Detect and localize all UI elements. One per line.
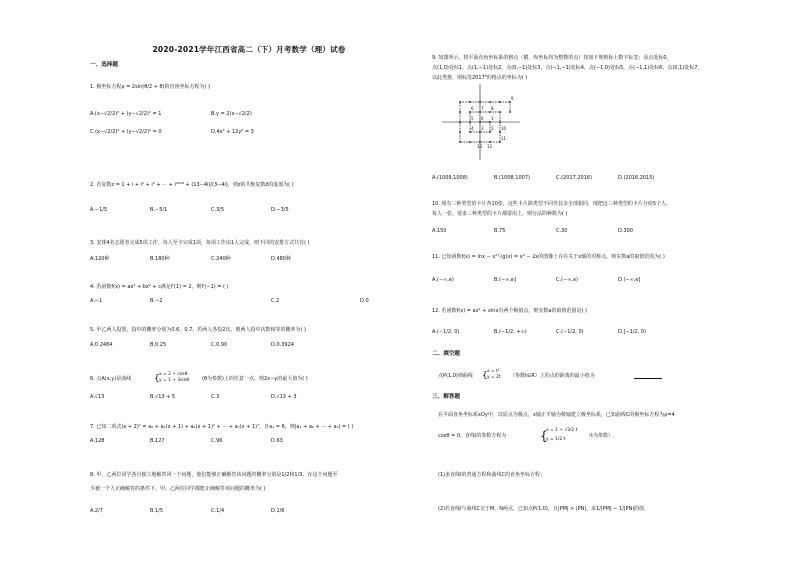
q13-answer-blank[interactable] <box>634 373 662 379</box>
q8-option-d: D.1/6 <box>271 508 285 514</box>
question-14-line1: 在平面直角坐标系xOy中，以原点为极点，x轴正半轴为极轴建立极坐标系，已知曲线C的极坐标方程为ρ=4 <box>438 412 675 418</box>
q14-system-1: x = 1 + √3/2 t <box>546 428 578 433</box>
question-5: 5. 甲乙两人投篮，投中的概率分别为0.6，0.7，若两人各投2次，则两人投中次数相等的概率为( ) <box>90 327 306 333</box>
q1-option-b: B.y = 2(x−√2/2) <box>211 111 252 117</box>
q6-stem-pre: 6. 点A(x,y)是曲线 <box>90 376 132 382</box>
q14-line2-pre: cosθ = 0，直线l的参数方程为 <box>438 433 507 439</box>
q11-option-c: C.(−∞,e) <box>556 277 579 283</box>
q8-option-b: B.1/5 <box>150 508 164 514</box>
question-6-options <box>90 394 408 402</box>
question-9-line1: 9. 如图所示，将平面直角坐标系的格点（横、纵坐标均为整数的点）按如下规则标上数字标签：原点处标0， <box>432 55 672 61</box>
question-14-part2: (2)若直线l与曲线C交于M，N两点，已知点P(1,0)，且|PM| > |PN|，求1/|PM| − 1/|PN|的值. <box>438 506 646 512</box>
question-9-line2: 点(1,0)处标1，点(1,−1)处标2，点(0,−1)处标3，点(−1,−1)处标4，点(−1,0)处标5，点(−1,1)处标6，点(0,1)处标7， <box>432 65 703 71</box>
fig-label-6: 6 <box>471 106 474 111</box>
section-choice-heading: 一、选择题 <box>90 62 118 68</box>
fig-label-12: 12 <box>487 144 493 149</box>
q6-option-a: A.√13 <box>90 394 105 400</box>
fig-label-10: 10 <box>501 126 507 131</box>
q9-option-a: A.(1009,1008) <box>432 175 468 181</box>
fig-label-2: 2 <box>491 126 494 131</box>
fig-label-7: 7 <box>481 106 484 111</box>
q6-option-c: C.3 <box>211 394 220 400</box>
fig-label-5: 5 <box>471 116 474 121</box>
q3-option-a: A.120种 <box>90 256 110 262</box>
q5-option-c: C.0.90 <box>211 342 228 348</box>
q9-option-c: C.(2017,2016) <box>556 175 593 181</box>
q2-option-b: B.−5/1 <box>150 207 168 213</box>
fig-label-0: 0 <box>481 116 484 121</box>
question-12-options <box>432 329 768 337</box>
q3-option-d: D.480种 <box>271 256 291 262</box>
question-11-options <box>432 277 768 285</box>
q9-option-b: B.(1008,1007) <box>494 175 530 181</box>
q13-system-2: y = 2t <box>487 375 501 380</box>
q6-system-2: y = 1 + 3sinθ <box>159 378 190 383</box>
q12-option-c: C.(−1/2, 0) <box>556 329 584 335</box>
q10-option-c: C.30 <box>556 228 568 234</box>
q14-line2-post: （t为参数）. <box>586 433 615 439</box>
question-7: 7. 已知二项式(x + 2)⁷ = a₀ + a₁(x + 1) + a₂(x + 1)² + ⋯ + a₇(x + 1)⁷，且a₁ = 6，则|a₁ + a₂ + ⋯ + a₇| = ( ) <box>90 424 354 430</box>
question-9-options <box>432 175 768 183</box>
q6-system-1: x = 2 + cosθ <box>159 372 188 377</box>
q6-stem-post: (θ为参数)上的任意一点，则2x−y的最大值为( ) <box>202 376 308 382</box>
q1-option-a: A.(x−√2/2)² + (y−√2/2)² = 1 <box>90 111 162 117</box>
q14-system-2: y = 1/2 t <box>546 437 566 442</box>
q7-option-d: D.63 <box>271 438 283 444</box>
fig-label-3: 3 <box>481 126 484 131</box>
question-1: 1. 极坐标方程ρ = 2sin(θ/2 + θ)的直角坐标方程为( ) <box>90 84 210 90</box>
q11-option-a: A.(−∞,e) <box>432 277 454 283</box>
question-14-part1: (1)求直线l的普通方程和曲线C的直角坐标方程； <box>438 472 545 478</box>
question-5-options <box>90 342 408 350</box>
q6-brace: { <box>154 374 160 384</box>
question-2: 2. 若复数z = 1 + i + i² + i³ + ⋯ + i²⁰¹⁸ + (13−4i)/(3−4i)，则z的共轭复数z̄的虚部为( ) <box>90 182 294 188</box>
fig-label-9: 9 <box>511 96 514 101</box>
q5-option-b: B.0.25 <box>150 342 167 348</box>
q5-option-a: A.0.2484 <box>90 342 113 348</box>
question-11: 11. 已知函数f(x) = lnx − x²与g(x) = x³ − 2x的图像上存在关于x轴的对称点，则实数a的取值范围为( ) <box>432 254 665 260</box>
q10-option-a: A.150 <box>432 228 447 234</box>
fig-label-13: 13 <box>477 144 483 149</box>
q14-brace: { <box>540 429 548 443</box>
q4-option-d: D.0 <box>360 298 369 304</box>
question-3: 3. 安排4名志愿者完成5项工作，每人至少完成1项，每项工作由1人完成，则不同的安排方式共有( ) <box>90 240 310 246</box>
question-10-line2: 每人一张，要求三种类型的卡片都要用上，则分法的种数为( ) <box>432 211 568 217</box>
fig-label-8: 8 <box>491 106 494 111</box>
question-2-options <box>90 207 408 215</box>
q5-option-d: D.0.3924 <box>271 342 294 348</box>
q11-option-d: D.(−∞,e] <box>618 277 641 283</box>
q9-option-d: D.(2016,2015) <box>618 175 655 181</box>
q10-option-b: B.75 <box>494 228 506 234</box>
question-10-options <box>432 228 768 236</box>
q3-option-b: B.180种 <box>150 256 170 262</box>
section-solution-heading: 三、解答题 <box>432 394 460 400</box>
question-3-options <box>90 256 408 264</box>
q4-option-a: A.−1 <box>90 298 103 304</box>
exam-title: 2020-2021学年江西省高二（下）月考数学（理）试卷 <box>152 45 346 54</box>
fig-label-1: 1 <box>491 116 494 121</box>
q7-option-c: C.96 <box>211 438 223 444</box>
question-8-line2: 少被一个人正确解答的条件下，甲、乙两位同学都能正确解答该问题的概率为( ) <box>90 486 266 492</box>
question-14-line2 <box>438 426 774 448</box>
question-1-options-row2 <box>90 129 408 137</box>
q4-option-b: B.−2 <box>150 298 163 304</box>
q11-option-b: B.(−∞,e] <box>494 277 516 283</box>
q2-option-a: A.−1/5 <box>90 207 108 213</box>
q12-option-d: D.[−1/2, 0) <box>618 329 646 335</box>
q1-option-d: D.4x² + 12y² = 3 <box>211 129 254 135</box>
q13-stem-pre: 点P(1,0)到曲线 <box>438 373 473 379</box>
q13-brace: { <box>482 371 488 381</box>
question-10-line1: 10. 现有三种类型的卡片各10张，这些卡片除类型不同外其余全部相同，现把这三种类型的卡片分给5个人， <box>432 201 672 207</box>
q13-system-1: x = t² <box>487 369 500 374</box>
question-4: 4. 若函数f(x) = ax⁴ + bx² + c满足f′(1) = 2，则f′(−1) = ( ) <box>90 284 229 290</box>
q1-option-c: C.(x−√2/2)² + (y−√2/2)² = 0 <box>90 129 162 135</box>
question-7-options <box>90 438 408 446</box>
question-8-options <box>90 508 408 516</box>
question-1-options-row1 <box>90 111 408 119</box>
question-12: 12. 若函数f(x) = ax² + xlnx有两个极值点，则实数a的取值范围是( ) <box>432 308 587 314</box>
q3-option-c: C.240种 <box>211 256 231 262</box>
q6-option-d: D.√13 + 3 <box>271 394 297 400</box>
fig-label-4: 4 <box>471 126 474 131</box>
question-13 <box>438 369 774 385</box>
q7-option-b: B.127 <box>150 438 165 444</box>
question-9-line3: 以此类推，则标签2017²的格点的坐标为( ) <box>432 75 528 81</box>
q8-option-c: C.1/4 <box>211 508 225 514</box>
q13-stem-post: （参数t∈R）上的点的距离的最小值为 <box>510 373 595 379</box>
q12-option-a: A.(−1/2, 0) <box>432 329 460 335</box>
q4-option-c: C.2 <box>271 298 280 304</box>
lattice-spiral-figure <box>434 82 524 162</box>
question-8-line1: 8. 甲、乙两位同学各自独立地解答同一个问题，他们能够正确解答该问题的概率分别是1/2和1/3，在这个问题至 <box>90 472 338 478</box>
q8-option-a: A.2/7 <box>90 508 103 514</box>
question-6 <box>90 372 408 388</box>
q2-option-c: C.3/5 <box>211 207 225 213</box>
q12-option-b: B.(−1/2, +∞) <box>494 329 527 335</box>
section-fill-heading: 二、填空题 <box>432 351 460 357</box>
q6-option-b: B.√13 + 5 <box>150 394 176 400</box>
fig-label-11: 11 <box>501 136 507 141</box>
q2-option-d: D.−3/5 <box>271 207 289 213</box>
q7-option-a: A.128 <box>90 438 105 444</box>
q10-option-d: D.300 <box>618 228 633 234</box>
